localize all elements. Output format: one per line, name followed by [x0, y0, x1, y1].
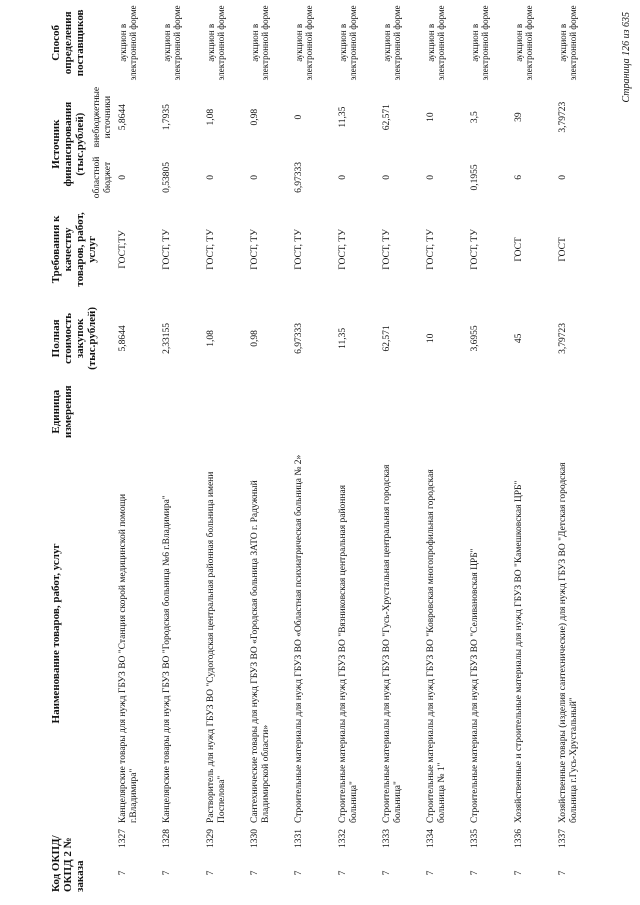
row-cost: 1,08 — [206, 330, 217, 347]
row-unit — [159, 382, 203, 441]
row-method: аукцион в электронной форме — [382, 5, 403, 81]
row-requirements: ГОСТ, ТУ — [250, 229, 261, 270]
row-code: 7 — [470, 870, 481, 876]
row-number: 1335 — [470, 829, 481, 848]
table-header-row — [48, 2, 88, 895]
row-unit — [247, 382, 291, 441]
row-requirements: ГОСТ, ТУ — [338, 229, 349, 270]
row-number: 1330 — [250, 829, 261, 848]
row-source-external: 10 — [426, 112, 437, 122]
page-number: Страница 126 из 635 — [621, 12, 632, 103]
row-name: Строительные материалы для нужд ГБУЗ ВО "Ковровская многопрофильная городская больница № 1" — [426, 469, 447, 823]
row-source-regional: 0 — [206, 175, 217, 180]
row-cost: 45 — [514, 333, 525, 344]
row-source-regional: 0 — [118, 175, 129, 180]
row-number: 1334 — [426, 829, 437, 848]
table-row — [423, 2, 467, 895]
row-unit — [467, 382, 511, 441]
row-unit — [335, 382, 379, 441]
row-unit — [203, 382, 247, 441]
row-requirements: ГОСТ, ТУ — [382, 229, 393, 270]
row-source-regional: 0 — [426, 175, 437, 180]
row-name: Хозяйственные товары (изделия сантехнические) для нужд ГБУЗ ВО "Детская городская больница г.Гусь-Хрустальный" — [558, 462, 579, 823]
row-code: 7 — [294, 870, 305, 876]
row-source-external: 3,79723 — [558, 101, 569, 133]
row-cost: 6,97333 — [294, 322, 305, 354]
row-code: 7 — [162, 870, 173, 876]
row-requirements: ГОСТ, ТУ — [162, 229, 173, 270]
row-source-regional: 0,53805 — [162, 161, 173, 193]
row-source-external: 5,8644 — [118, 104, 129, 131]
row-number: 1329 — [206, 829, 217, 848]
header-name: Наименование товаров, работ, услуг — [50, 543, 62, 724]
table-body — [115, 2, 599, 895]
row-source-regional: 0 — [558, 175, 569, 180]
row-code: 7 — [426, 870, 437, 876]
row-method: аукцион в электронной форме — [470, 5, 491, 81]
row-unit — [423, 382, 467, 441]
row-name: Сантехнические товары для нужд ГБУЗ ВО «Городская больница ЗАТО г. Радужный Владимирской области» — [250, 480, 271, 823]
header-method: Способ определения поставщиков — [50, 9, 87, 77]
row-unit — [115, 382, 159, 441]
row-code: 7 — [206, 870, 217, 876]
row-source-external: 62,571 — [382, 104, 393, 131]
row-code: 7 — [558, 870, 569, 876]
row-code: 7 — [514, 870, 525, 876]
table-row — [335, 2, 379, 895]
table-row — [247, 2, 291, 895]
row-requirements: ГОСТ — [514, 237, 525, 262]
row-source-regional: 0 — [382, 175, 393, 180]
row-name: Канцелярские товары для нужд ГБУЗ ВО "Городская больница №6 г.Владимира" — [162, 495, 173, 823]
row-number: 1328 — [162, 829, 173, 848]
row-number: 1327 — [118, 829, 129, 848]
row-number: 1336 — [514, 829, 525, 848]
row-name: Растворитель для нужд ГБУЗ ВО "Судогодская центральная районная больница имени Поспелова" — [206, 471, 227, 823]
row-method: аукцион в электронной форме — [206, 5, 227, 81]
row-name: Хозяйственные и строительные материалы для нужд ГБУЗ ВО "Камешковская ЦРБ" — [514, 480, 525, 823]
table-row — [511, 2, 555, 895]
row-unit — [379, 382, 423, 441]
row-unit — [511, 382, 555, 441]
table-row — [159, 2, 203, 895]
row-number: 1331 — [294, 829, 305, 848]
row-cost: 3,79723 — [558, 322, 569, 354]
row-requirements: ГОСТ, ТУ — [470, 229, 481, 270]
row-name: Строительные материалы для нужд ГБУЗ ВО "Гусь-Хрустальная центральная городская больница" — [382, 464, 403, 823]
procurement-table — [48, 2, 599, 895]
row-method: аукцион в электронной форме — [118, 5, 139, 81]
row-name: Строительные материалы для нужд ГБУЗ ВО "Селивановская ЦРБ" — [470, 548, 481, 823]
row-requirements: ГОСТ — [558, 237, 569, 262]
row-source-regional: 6,97333 — [294, 161, 305, 193]
row-source-external: 11,35 — [338, 106, 349, 128]
table-row — [555, 2, 599, 895]
row-code: 7 — [250, 870, 261, 876]
row-unit — [555, 382, 599, 441]
header-cost: Полная стоимость закупок (тыс.рублей) — [50, 306, 99, 370]
header-requirements: Требования к качеству товаров, работ, услуг — [50, 212, 99, 287]
row-cost: 2,33155 — [162, 322, 173, 354]
row-cost: 62,571 — [382, 325, 393, 352]
row-code: 7 — [338, 870, 349, 876]
row-number: 1337 — [558, 829, 569, 848]
row-cost: 0,98 — [250, 330, 261, 347]
row-requirements: ГОСТ, ТУ — [294, 229, 305, 270]
row-method: аукцион в электронной форме — [294, 5, 315, 81]
row-method: аукцион в электронной форме — [338, 5, 359, 81]
row-source-regional: 0 — [250, 175, 261, 180]
row-source-external: 3,5 — [470, 111, 481, 124]
row-source-external: 39 — [514, 112, 525, 122]
row-name: Строительные материалы для нужд ГБУЗ ВО "Вязниковская центральная районная больница" — [338, 484, 359, 823]
row-cost: 3,6955 — [470, 325, 481, 352]
row-source-external: 0,98 — [250, 108, 261, 126]
row-unit — [291, 382, 335, 441]
row-source-external: 0 — [294, 114, 305, 120]
table-row — [467, 2, 511, 895]
row-name: Строительные материалы для нужд ГБУЗ ВО «Областная психиатрическая больница № 2» — [294, 454, 305, 823]
row-method: аукцион в электронной форме — [162, 5, 183, 81]
row-requirements: ГОСТ,ТУ — [118, 230, 129, 269]
row-method: аукцион в электронной форме — [558, 5, 579, 81]
table-row — [203, 2, 247, 895]
table-row — [379, 2, 423, 895]
row-source-external: 1,7935 — [162, 104, 173, 131]
row-number: 1332 — [338, 829, 349, 848]
header-unit: Единица измерения — [50, 385, 75, 438]
row-method: аукцион в электронной форме — [426, 5, 447, 81]
row-source-regional: 6 — [514, 175, 525, 180]
row-code: 7 — [118, 870, 129, 876]
row-method: аукцион в электронной форме — [250, 5, 271, 81]
header-source-external: внебюджетные источники — [92, 86, 113, 148]
table-row — [115, 2, 159, 895]
row-requirements: ГОСТ, ТУ — [426, 229, 437, 270]
row-cost: 5,8644 — [118, 325, 129, 352]
header-code: Код ОКПД/ ОКПД 2 № заказа — [50, 835, 87, 892]
row-code: 7 — [382, 870, 393, 876]
row-cost: 10 — [426, 333, 437, 344]
row-name: Канцелярские товары для нужд ГБУЗ ВО "Станция скорой медицинской помощи г.Владимира" — [118, 493, 139, 823]
row-method: аукцион в электронной форме — [514, 5, 535, 81]
header-source-regional: областной бюджет — [92, 156, 113, 199]
row-requirements: ГОСТ, ТУ — [206, 229, 217, 270]
header-source: Источник финансирования (тыс.рублей) — [50, 101, 87, 187]
row-cost: 11,35 — [338, 327, 349, 349]
row-source-regional: 0,1955 — [470, 164, 481, 191]
table-row — [291, 2, 335, 895]
row-source-regional: 0 — [338, 175, 349, 180]
row-number: 1333 — [382, 829, 393, 848]
row-source-external: 1,08 — [206, 108, 217, 126]
